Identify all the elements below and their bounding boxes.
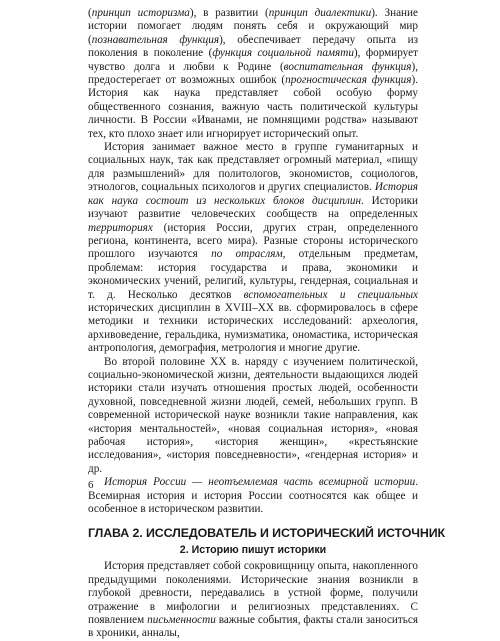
chapter-title: ГЛАВА 2. ИССЛЕДОВАТЕЛЬ И ИСТОРИЧЕСКИЙ ИСТОЧНИК bbox=[88, 526, 445, 541]
paragraph-russia-world-history: История России — неотъемлемая часть всемирной истории. Всемирная история и история России соотносятся как общее и особенное в историческом развитии. bbox=[88, 476, 418, 516]
section-title: 2. Историю пишут историки bbox=[179, 544, 327, 557]
page-number: 6 bbox=[88, 479, 94, 491]
paragraph-historians: История представляет собой сокровищницу опыта, накопленного предыдущими поколениями. Исторические знания возникли в глубокой древности, передавались в устной форме, получили отражение в мифологии и религиозных представлениях. С появлением письменности важные события, факты стали заноситься в хроники, анналы, bbox=[88, 560, 419, 640]
paragraph-modern-directions: Во второй половине XX в. наряду с изучением политической, социально-экономической жизни, деятельности выдающихся людей историки стали изучать отношения простых людей, особенности духовной, повседневной жизни людей, семей, небольших групп. В современной исторической науке возникли такие направления, как «история ментальностей», «новая социальная история», «новая рабочая история», «история женщин», «крестьянские исследования», «история повседневности», «гендерная история» и др. bbox=[88, 355, 418, 475]
paragraph-functions-of-history: (принцип историзма), в развитии (принцип диалектики). Знание истории помогает людям понять себя и окружающий мир (познавательная функция), обеспечивает передачу опыта из поколения в поколение (функция социальной памяти), формирует чувство долга и любви к Родине (воспитательная функция), предостерегает от возможных ошибок (прогностическая функция). История как наука представляет собой особую форму общественного сознания, важную часть политической культуры личности. В России «Иванами, не помнящими родства» называют тех, кто плохо знает или игнорирует исторический опыт. bbox=[88, 7, 418, 140]
paragraph-history-disciplines: История занимает важное место в группе гуманитарных и социальных наук, так как представляет огромный материал, «пищу для размышлений» для политологов, экономистов, социологов, этнологов, социальных психологов и других специалистов. История как наука состоит из нескольких блоков дисциплин. Историки изучают развитие человеческих сообществ на определенных территориях (история России, других стран, определенного региона, континента, всего мира). Разные стороны исторического прошлого изучаются по отраслям, отдельным предметам, проблемам: история государства и права, экономики и экономических учений, религий, культуры, гендерная, социальная и т. д. Несколько десятков вспомогательных и специальных исторических дисциплин в XVIII–XX вв. сформировалось в сфере методики и техники исторических исследований: археология, архивоведение, геральдика, нумизматика, ономастика, историческая антропология, демография, метрология и многие другие. bbox=[88, 141, 419, 355]
text-column bbox=[88, 7, 445, 641]
